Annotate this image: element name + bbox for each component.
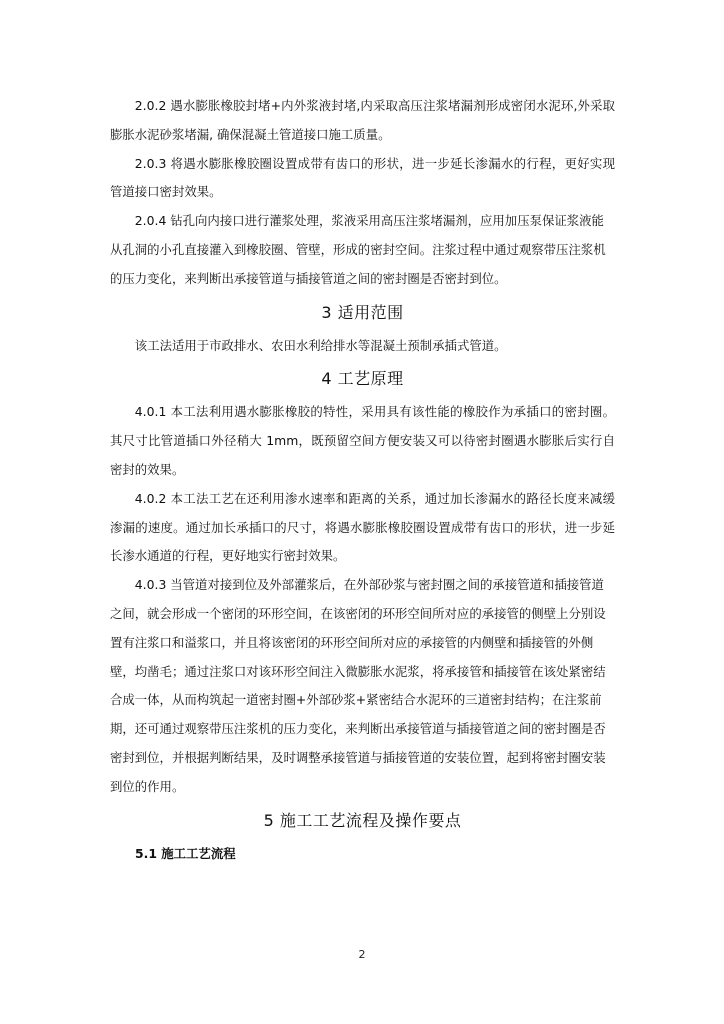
subsection-5-1-title: 5.1 施工工艺流程 <box>135 845 236 861</box>
section-5-title: 5 施工工艺流程及操作要点 <box>263 810 462 830</box>
paragraph-2-0-3: 2.0.3 将遇水膨胀橡胶圈设置成带有齿口的形状，进一步延长渗漏水的行程，更好实现管道接口密封效果。 <box>110 155 615 200</box>
page-content <box>110 92 615 868</box>
section-3-title: 3 适用范围 <box>321 302 404 322</box>
page-number: 2 <box>358 948 366 961</box>
paragraph-2-0-4: 2.0.4 钻孔向内接口进行灌浆处理，浆液采用高压注浆堵漏剂，应用加压泵保证浆液能从孔洞的小孔直接灌入到橡胶圈、管壁，形成的密封空间。注浆过程中通过观察带压注浆机的压力变化，来判断出承接管道与插接管道之间的密封圈是否密封到位。 <box>110 213 606 286</box>
paragraph-4-0-3: 4.0.3 当管道对接到位及外部灌浆后，在外部砂浆与密封圈之间的承接管道和插接管道之间，就会形成一个密闭的环形空间，在该密闭的环形空间所对应的承接管的侧壁上分别设置有注浆口和溢浆口，并且将该密闭的环形空间所对应的承接管的内侧壁和插接管的外侧壁，均凿毛；通过注浆口对该环形空间注入微膨胀水泥浆，将承接管和插接管在该处紧密结合成一体，从而构筑起一道密封圈+外部砂浆+紧密结合水泥环的三道密封结构；在注浆前期，还可通过观察带压注浆机的压力变化，来判断出承接管道与插接管道之间的密封圈是否密封到位，并根据判断结果，及时调整承接管道与插接管道的安装位置，起到将密封圈安装到位的作用。 <box>110 577 606 794</box>
section-4-title: 4 工艺原理 <box>321 369 404 389</box>
paragraph-2-0-2: 2.0.2 遇水膨胀橡胶封堵+内外浆液封堵,内采取高压注浆堵漏剂形成密闭水泥环,外采取膨胀水泥砂浆堵漏, 确保混凝土管道接口施工质量。 <box>110 98 615 142</box>
paragraph-4-0-2: 4.0.2 本工法工艺在还利用渗水速率和距离的关系，通过加长渗漏水的路径长度来减缓渗漏的速度。通过加长承插口的尺寸，将遇水膨胀橡胶圈设置成带有齿口的形状，进一步延长渗水通道的行程，更好地实行密封效果。 <box>110 490 615 564</box>
paragraph-scope: 该工法适用于市政排水、农田水利给排水等混凝土预制承插式管道。 <box>134 337 507 353</box>
paragraph-4-0-1: 4.0.1 本工法利用遇水膨胀橡胶的特性，采用具有该性能的橡胶作为承插口的密封圈。其尺寸比管道插口外径稍大 1mm，既预留空间方便安装又可以待密封圈遇水膨胀后实行自密封的效果。 <box>110 404 615 477</box>
